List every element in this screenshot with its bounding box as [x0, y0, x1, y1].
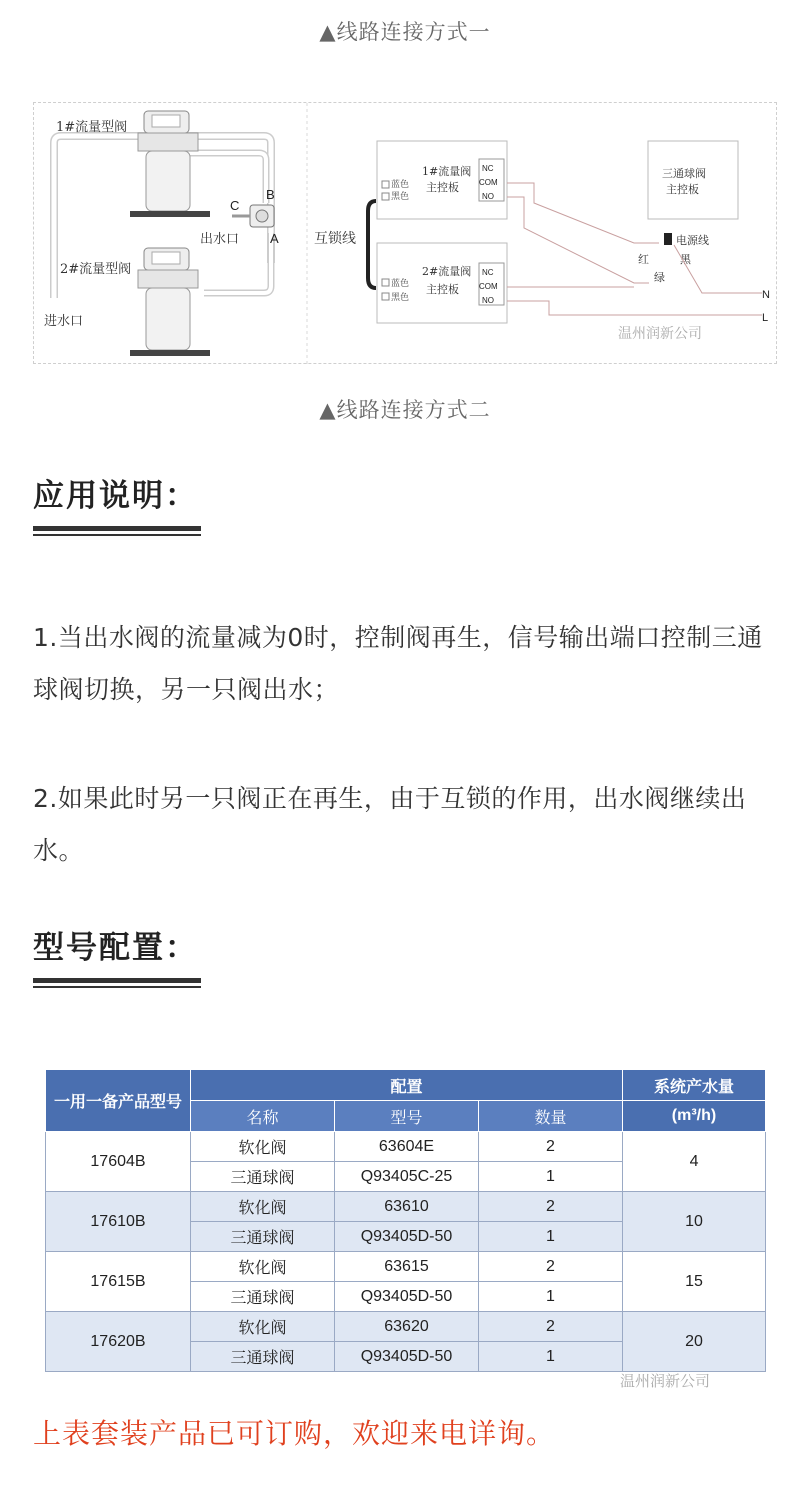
valve-1-drawing — [130, 111, 210, 217]
port-a-label: A — [270, 231, 279, 246]
cell-qty: 2 — [479, 1132, 623, 1162]
cell-name: 软化阀 — [191, 1252, 335, 1282]
cell-name: 三通球阀 — [191, 1282, 335, 1312]
port-b-label: B — [266, 187, 275, 202]
outlet-label: 出水口 — [200, 232, 240, 247]
order-note: 上表套装产品已可订购，欢迎来电详询。 — [33, 1417, 556, 1450]
cell-output: 10 — [623, 1192, 766, 1252]
cell-output: 15 — [623, 1252, 766, 1312]
valve-1-label: 1#流量型阀 — [56, 120, 128, 135]
header-config: 配置 — [191, 1070, 623, 1101]
cell-qty: 2 — [479, 1192, 623, 1222]
board2-nc: NC — [482, 268, 494, 277]
board1-title-2: 主控板 — [426, 181, 459, 194]
caption-connection-method-2: ▲线路连接方式二 — [319, 398, 491, 422]
cell-type: 63610 — [335, 1192, 479, 1222]
cell-name: 软化阀 — [191, 1132, 335, 1162]
cell-qty: 2 — [479, 1312, 623, 1342]
caption-connection-method-1: ▲线路连接方式一 — [319, 20, 491, 44]
board2-no: NO — [482, 296, 494, 305]
cell-model: 17610B — [46, 1192, 191, 1252]
cell-name: 三通球阀 — [191, 1222, 335, 1252]
application-para-2: 2.如果此时另一只阀正在再生，由于互锁的作用，出水阀继续出水。 — [33, 784, 747, 865]
interlock-wire — [368, 201, 376, 288]
cell-qty: 1 — [479, 1162, 623, 1192]
wiring-diagram-svg — [34, 103, 778, 365]
cell-name: 软化阀 — [191, 1312, 335, 1342]
board2-black: 黑色 — [391, 293, 410, 303]
cell-type: 63604E — [335, 1132, 479, 1162]
cell-type: Q93405D-50 — [335, 1342, 479, 1372]
board1-blue: 蓝色 — [391, 180, 410, 190]
board1-title-1: 1#流量阀 — [422, 165, 472, 178]
cell-name: 软化阀 — [191, 1192, 335, 1222]
wire-green-label: 绿 — [654, 271, 665, 284]
board2-title-2: 主控板 — [426, 283, 459, 296]
header-name: 名称 — [191, 1101, 335, 1132]
cell-model: 17604B — [46, 1132, 191, 1192]
table-watermark: 温州润新公司 — [620, 1372, 711, 1390]
header-qty: 数量 — [479, 1101, 623, 1132]
cell-model: 17615B — [46, 1252, 191, 1312]
cell-type: Q93405C-25 — [335, 1162, 479, 1192]
cell-output: 4 — [623, 1132, 766, 1192]
table-row — [46, 1192, 766, 1222]
interlock-label: 互锁线 — [314, 231, 356, 247]
diagram-watermark: 温州润新公司 — [618, 326, 702, 342]
model-config-table — [45, 1069, 765, 1375]
cell-qty: 1 — [479, 1222, 623, 1252]
cell-name: 三通球阀 — [191, 1162, 335, 1192]
board1-black: 黑色 — [391, 192, 410, 202]
valve-2-label: 2#流量型阀 — [60, 262, 132, 277]
board1-nc: NC — [482, 164, 494, 173]
header-output-unit: (m³/h) — [623, 1101, 766, 1132]
valve-2-drawing — [130, 248, 210, 356]
table-row — [46, 1132, 766, 1162]
cell-model: 17620B — [46, 1312, 191, 1372]
table-row — [46, 1312, 766, 1342]
section-title-application: 应用说明： — [33, 478, 198, 514]
ballvalve-title-2: 主控板 — [666, 183, 699, 196]
wire-red-label: 红 — [638, 253, 649, 266]
wiring-diagram — [33, 102, 777, 364]
cell-type: Q93405D-50 — [335, 1282, 479, 1312]
cell-type: 63620 — [335, 1312, 479, 1342]
board2-com: COM — [479, 282, 498, 291]
board2-title-1: 2#流量阀 — [422, 265, 472, 278]
inlet-label: 进水口 — [44, 314, 84, 329]
wire-black-label: 黑 — [680, 253, 691, 266]
table-row — [46, 1252, 766, 1282]
power-label: 电源线 — [676, 234, 709, 247]
terminal-l: L — [762, 312, 769, 324]
board2-blue: 蓝色 — [391, 279, 410, 289]
cell-type: 63615 — [335, 1252, 479, 1282]
header-model: 一用一备产品型号 — [46, 1070, 191, 1132]
section-title-models: 型号配置： — [33, 930, 198, 966]
cell-output: 20 — [623, 1312, 766, 1372]
section-title-underline — [33, 978, 201, 987]
board1-com: COM — [479, 178, 498, 187]
ballvalve-title-1: 三通球阀 — [662, 167, 706, 180]
cell-qty: 2 — [479, 1252, 623, 1282]
application-para-1: 1.当出水阀的流量减为0时，控制阀再生，信号输出端口控制三通球阀切换，另一只阀出水； — [33, 623, 763, 704]
cell-type: Q93405D-50 — [335, 1222, 479, 1252]
cell-name: 三通球阀 — [191, 1342, 335, 1372]
header-output: 系统产水量 — [623, 1070, 766, 1101]
terminal-n: N — [762, 289, 770, 301]
cell-qty: 1 — [479, 1282, 623, 1312]
section-title-underline — [33, 526, 201, 535]
board1-no: NO — [482, 192, 494, 201]
port-c-label: C — [230, 198, 240, 213]
cell-qty: 1 — [479, 1342, 623, 1372]
header-type: 型号 — [335, 1101, 479, 1132]
